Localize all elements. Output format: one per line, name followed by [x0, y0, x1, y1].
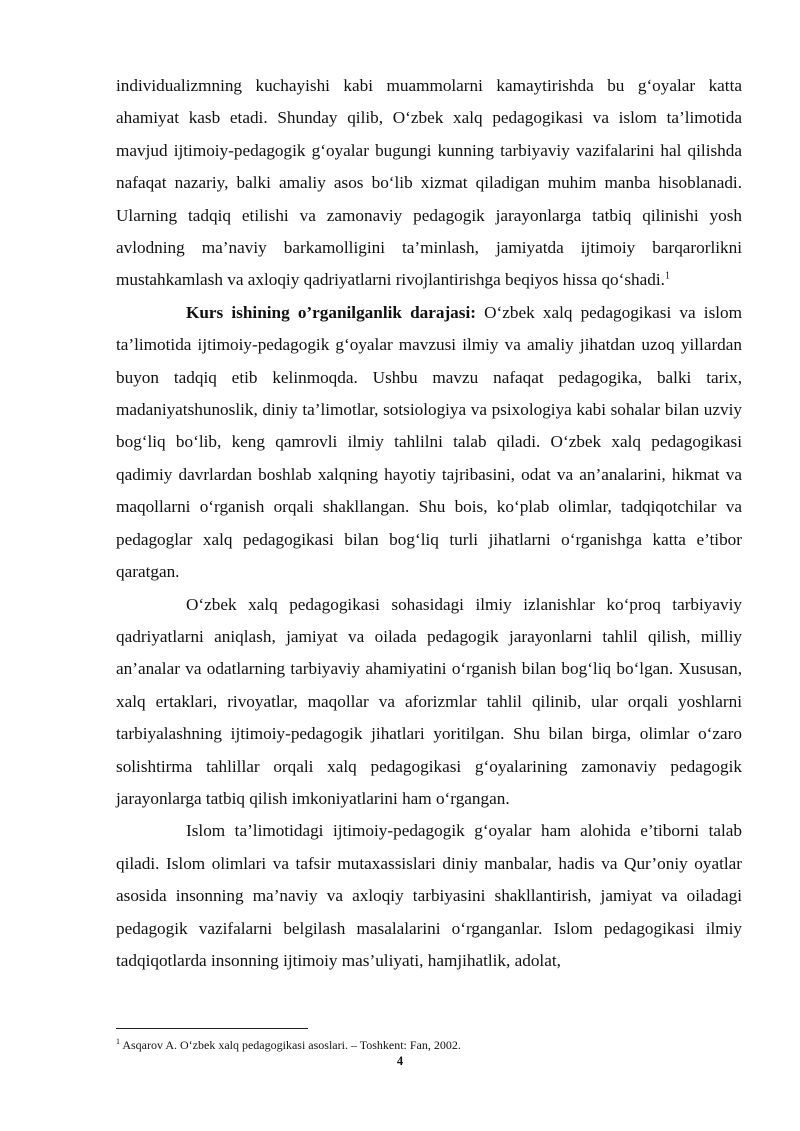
footnote-text: Asqarov A. O‘zbek xalq pedagogikasi asoslari. – Toshkent: Fan, 2002. — [120, 1038, 461, 1052]
footnote — [116, 1038, 742, 1052]
body-text — [116, 70, 742, 977]
paragraph-study-level-text: O‘zbek xalq pedagogikasi va islom ta’limotida ijtimoiy-pedagogik g‘oyalar mavzusi ilmiy va amaliy jihatdan uzoq yillardan buyon tadqiq etib kelinmoqda. Ushbu mavzu nafaqat pedagogika, balki tarix, madaniyatshunoslik, diniy ta’limotlar, sotsiologiya va psixologiya kabi sohalar bilan uzviy bog‘liq bo‘lib, keng qamrovli ilmiy tahlilni talab qiladi. O‘zbek xalq pedagogikasi qadimiy davrlardan boshlab xalqning hayotiy tajribasini, odat va an’analarini, hikmat va maqollarni o‘rganish orqali shakllangan. Shu bois, ko‘plab olimlar, tadqiqotchilar va pedagoglar xalq pedagogikasi bilan bog‘liq turli jihatlarni o‘rganishga katta e’tibor qaratgan. — [116, 302, 742, 582]
footnote-reference: 1 — [664, 270, 670, 282]
footnote-marker: 1 — [116, 1037, 120, 1046]
paragraph-research: O‘zbek xalq pedagogikasi sohasidagi ilmiy izlanishlar ko‘proq tarbiyaviy qadriyatlarni aniqlash, jamiyat va oilada pedagogik jarayonlarni tahlil qilish, milliy an’analar va odatlarning tarbiyaviy ahamiyatini o‘rganish bilan bog‘liq bo‘lgan. Xususan, xalq ertaklari, rivoyatlar, maqollar va aforizmlar tahlil qilinib, ular orqali yoshlarni tarbiyalashning ijtimoiy-pedagogik jihatlari yoritilgan. Shu bilan birga, olimlar o‘zaro solishtirma tahlillar orqali xalq pedagogikasi g‘oyalarining zamonaviy pedagogik jarayonlarga tatbiq qilish imkoniyatlarini ham o‘rgangan. — [116, 594, 742, 808]
paragraph-continuation — [116, 70, 742, 297]
paragraph-continuation-text: individualizmning kuchayishi kabi muammolarni kamaytirishda bu g‘oyalar katta ahamiyat kasb etadi. Shunday qilib, O‘zbek xalq pedagogikasi va islom ta’limotida mavjud ijtimoiy-pedagogik g‘oyalar bugungi kunning tarbiyaviy vazifalarini hal qilishda nafaqat nazariy, balki amaliy asos bo‘lib xizmat qiladigan muhim manba hisoblanadi. Ularning tadqiq etilishi va zamonaviy pedagogik jarayonlarga tatbiq qilinishi yosh avlodning ma’naviy barkamolligini ta’minlash, jamiyatda ijtimoiy barqarorlikni mustahkamlash va axloqiy qadriyatlarni rivojlantirishga beqiyos hissa qo‘shadi. — [116, 76, 742, 290]
footnote-divider — [116, 1028, 308, 1029]
section-heading: Kurs ishining o’rganilganlik darajasi: — [186, 302, 476, 322]
paragraph-islam: Islom ta’limotidagi ijtimoiy-pedagogik g‘oyalar ham alohida e’tiborni talab qiladi. Islom olimlari va tafsir mutaxassislari diniy manbalar, hadis va Qur’oniy oyatlar asosida insonning ma’naviy va axloqiy tarbiyasini shakllantirish, jamiyat va oiladagi pedagogik vazifalarni belgilash masalalarini o‘rganganlar. Islom pedagogikasi ilmiy tadqiqotlarda insonning ijtimoiy mas’uliyati, hamjihatlik, adolat, — [116, 821, 742, 970]
page-number: 4 — [396, 1054, 404, 1068]
paragraph-study-level — [116, 297, 742, 589]
